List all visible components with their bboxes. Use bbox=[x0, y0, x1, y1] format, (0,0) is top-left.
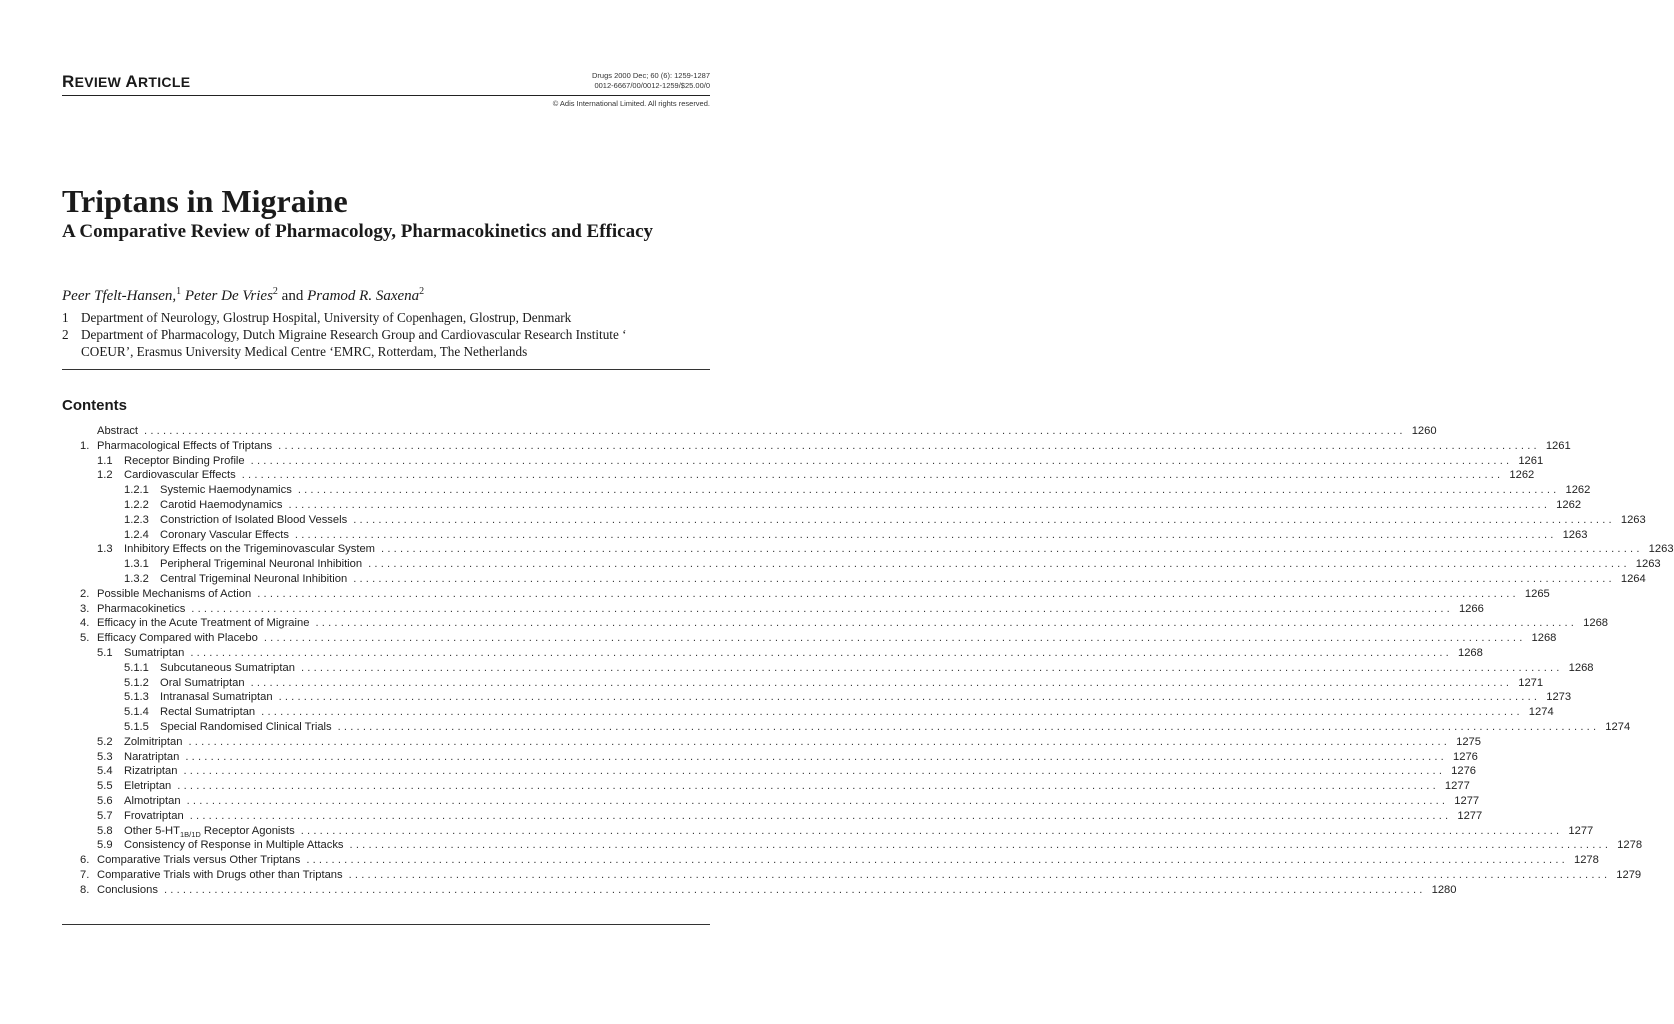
toc-leader-dots: ........................................................................................................................................................................................................ bbox=[278, 691, 1541, 704]
article-type-initial-1: R bbox=[62, 72, 75, 91]
toc-entry[interactable] bbox=[80, 690, 1572, 705]
toc-entry[interactable] bbox=[80, 735, 1481, 750]
toc-page-number: 1263 bbox=[1635, 558, 1661, 571]
toc-entry[interactable] bbox=[80, 824, 1594, 839]
toc-section-number: 5.1.3 bbox=[124, 691, 149, 704]
table-of-contents bbox=[80, 424, 1674, 898]
toc-entry[interactable] bbox=[80, 528, 1588, 543]
toc-leader-dots: ........................................................................................................................................................................................................ bbox=[353, 513, 1615, 526]
toc-entry-label: Systemic Haemodynamics bbox=[160, 484, 292, 497]
article-type-rest-1: EVIEW bbox=[74, 74, 122, 90]
toc-leader-dots: ........................................................................................................................................................................................................ bbox=[186, 794, 1449, 807]
toc-entry[interactable] bbox=[80, 809, 1483, 824]
article-title: Triptans in Migraine bbox=[62, 183, 348, 219]
toc-page-number: 1261 bbox=[1518, 454, 1544, 467]
affiliation-text: Department of Neurology, Glostrup Hospital, University of Copenhagen, Glostrup, Denmark bbox=[81, 310, 572, 325]
toc-section-number: 5.3 bbox=[97, 750, 113, 763]
toc-leader-dots: ........................................................................................................................................................................................................ bbox=[191, 602, 1453, 615]
article-type-label bbox=[62, 72, 190, 92]
toc-entry-label-after: Receptor Agonists bbox=[200, 824, 295, 837]
toc-leader-dots: ........................................................................................................................................................................................................ bbox=[300, 824, 1563, 837]
toc-entry-label: Pharmacokinetics bbox=[97, 602, 186, 615]
toc-page-number: 1273 bbox=[1546, 691, 1572, 704]
toc-entry[interactable] bbox=[80, 513, 1646, 528]
toc-section-number: 1.3.1 bbox=[124, 558, 149, 571]
affiliation-number: 1 bbox=[62, 310, 69, 325]
toc-leader-dots: ........................................................................................................................................................................................................ bbox=[337, 720, 1600, 733]
toc-section-number: 5.1.5 bbox=[124, 720, 149, 733]
toc-leader-dots: ........................................................................................................................................................................................................ bbox=[250, 454, 1513, 467]
toc-page-number: 1278 bbox=[1617, 839, 1643, 852]
toc-section-number: 3. bbox=[80, 602, 90, 615]
toc-entry-label: Constriction of Isolated Blood Vessels bbox=[160, 513, 348, 526]
author-name: Peer Tfelt-Hansen, bbox=[62, 288, 177, 304]
toc-entry-label: Pharmacological Effects of Triptans bbox=[97, 439, 273, 452]
toc-section-number: 5.2 bbox=[97, 735, 113, 748]
toc-section-number: 5.7 bbox=[97, 809, 113, 822]
toc-entry-label: Conclusions bbox=[97, 883, 158, 896]
toc-page-number: 1268 bbox=[1531, 632, 1557, 645]
toc-leader-dots: ........................................................................................................................................................................................................ bbox=[241, 469, 1504, 482]
toc-page-number: 1268 bbox=[1583, 617, 1609, 630]
toc-section-number: 5.1.1 bbox=[124, 661, 149, 674]
toc-leader-dots: ........................................................................................................................................................................................................ bbox=[263, 632, 1526, 645]
toc-section-number: 2. bbox=[80, 587, 90, 600]
toc-entry[interactable] bbox=[80, 853, 1599, 868]
toc-entry[interactable] bbox=[80, 883, 1457, 898]
toc-entry-label: Eletriptan bbox=[124, 780, 172, 793]
toc-entry-label: Zolmitriptan bbox=[124, 735, 183, 748]
toc-entry-label: Abstract bbox=[97, 425, 139, 437]
section-rule bbox=[62, 369, 710, 370]
toc-leader-dots: ........................................................................................................................................................................................................ bbox=[261, 706, 1523, 719]
toc-page-number: 1277 bbox=[1454, 794, 1480, 807]
copyright-notice: © Adis International Limited. All rights reserved. bbox=[552, 99, 710, 108]
toc-entry-label: Subcutaneous Sumatriptan bbox=[160, 661, 295, 674]
toc-leader-dots: ........................................................................................................................................................................................................ bbox=[278, 439, 1540, 452]
toc-leader-dots: ........................................................................................................................................................................................................ bbox=[177, 780, 1439, 793]
toc-entry-label-subscript: 1B/1D bbox=[179, 829, 201, 839]
toc-section-number: 5.1 bbox=[97, 646, 113, 659]
toc-section-number: 6. bbox=[80, 854, 90, 867]
author-name: Pramod R. Saxena bbox=[307, 288, 420, 304]
article-type-initial-2: A bbox=[125, 72, 138, 91]
toc-entry[interactable] bbox=[80, 616, 1609, 631]
toc-entry-label: Intranasal Sumatriptan bbox=[160, 691, 273, 704]
toc-entry[interactable] bbox=[80, 572, 1646, 587]
toc-page-number: 1268 bbox=[1457, 646, 1483, 659]
toc-entry[interactable] bbox=[80, 868, 1642, 883]
toc-page-number: 1260 bbox=[1411, 425, 1437, 437]
author-affiliation-mark: 2 bbox=[419, 286, 425, 297]
toc-leader-dots: ........................................................................................................................................................................................................ bbox=[257, 587, 1519, 600]
toc-page-number: 1268 bbox=[1568, 661, 1594, 674]
toc-page-number: 1279 bbox=[1616, 868, 1642, 881]
toc-leader-dots: ........................................................................................................................................................................................................ bbox=[368, 558, 1630, 571]
toc-page-number: 1265 bbox=[1524, 587, 1550, 600]
toc-page-number: 1261 bbox=[1545, 439, 1571, 452]
toc-entry[interactable] bbox=[80, 676, 1544, 691]
toc-page-number: 1262 bbox=[1565, 484, 1591, 497]
toc-page-number: 1277 bbox=[1444, 780, 1470, 793]
toc-entry-label: Rectal Sumatriptan bbox=[160, 706, 256, 719]
toc-entry-label: Possible Mechanisms of Action bbox=[97, 587, 252, 600]
toc-entry-label: Efficacy in the Acute Treatment of Migraine bbox=[97, 617, 310, 630]
toc-leader-dots: ........................................................................................................................................................................................................ bbox=[189, 809, 1452, 822]
affiliation-1 bbox=[62, 309, 682, 326]
toc-page-number: 1262 bbox=[1509, 469, 1535, 482]
toc-page-number: 1274 bbox=[1605, 720, 1631, 733]
toc-entry-label: Carotid Haemodynamics bbox=[160, 498, 283, 511]
toc-section-number: 5.9 bbox=[97, 839, 113, 852]
toc-leader-dots: ........................................................................................................................................................................................................ bbox=[353, 572, 1615, 585]
affiliation-2 bbox=[62, 326, 682, 360]
toc-entry[interactable] bbox=[80, 794, 1480, 809]
journal-meta bbox=[592, 71, 710, 91]
toc-page-number: 1263 bbox=[1648, 543, 1674, 556]
toc-leader-dots: ........................................................................................................................................................................................................ bbox=[348, 868, 1611, 881]
toc-entry[interactable] bbox=[80, 764, 1477, 779]
toc-entry-label: Oral Sumatriptan bbox=[160, 676, 245, 689]
toc-leader-dots: ........................................................................................................................................................................................................ bbox=[297, 484, 1560, 497]
toc-leader-dots: ........................................................................................................................................................................................................ bbox=[185, 750, 1447, 763]
toc-entry[interactable] bbox=[80, 557, 1661, 572]
toc-section-number: 1.2.4 bbox=[124, 528, 149, 541]
toc-entry[interactable] bbox=[80, 705, 1554, 720]
toc-entry[interactable] bbox=[80, 779, 1470, 794]
toc-page-number: 1271 bbox=[1518, 676, 1544, 689]
toc-page-number: 1274 bbox=[1528, 706, 1554, 719]
toc-entry-label: Sumatriptan bbox=[124, 646, 185, 659]
toc-entry[interactable] bbox=[80, 498, 1582, 513]
toc-entry-label: Rizatriptan bbox=[124, 765, 178, 778]
author-conjunction: and bbox=[281, 288, 304, 304]
issn: 0012-6667/00/0012-1259/$25.00/0 bbox=[594, 81, 710, 90]
affiliation-text: Department of Pharmacology, Dutch Migraine Research Group and Cardiovascular Research Institute ‘ COEUR’, Erasmus University Medical Centre ‘EMRC, Rotterdam, The Netherlands bbox=[81, 327, 627, 359]
toc-entry[interactable] bbox=[80, 602, 1484, 617]
toc-page-number: 1275 bbox=[1456, 735, 1481, 748]
toc-entry-label: Peripheral Trigeminal Neuronal Inhibition bbox=[160, 558, 363, 571]
header-rule bbox=[62, 95, 710, 96]
toc-entry[interactable] bbox=[80, 661, 1594, 676]
toc-entry[interactable] bbox=[80, 720, 1631, 735]
toc-section-number: 1.2.2 bbox=[124, 498, 149, 511]
toc-leader-dots: ........................................................................................................................................................................................................ bbox=[144, 425, 1406, 437]
affiliation-number: 2 bbox=[62, 327, 69, 342]
toc-leader-dots: ........................................................................................................................................................................................................ bbox=[250, 676, 1513, 689]
toc-entry-label-main: Other 5-HT bbox=[124, 824, 180, 837]
toc-entry-abstract[interactable] bbox=[80, 424, 1437, 439]
toc-section-number: 5.1.2 bbox=[124, 676, 149, 689]
toc-section-number: 5.1.4 bbox=[124, 706, 149, 719]
toc-entry-label: Frovatriptan bbox=[124, 809, 184, 822]
toc-leader-dots: ........................................................................................................................................................................................................ bbox=[294, 528, 1557, 541]
toc-entry-label: Almotriptan bbox=[124, 794, 181, 807]
toc-section-number: 5.5 bbox=[97, 780, 113, 793]
article-subtitle: A Comparative Review of Pharmacology, Pharmacokinetics and Efficacy bbox=[62, 221, 654, 242]
article-type-rest-2: RTICLE bbox=[137, 74, 191, 90]
toc-page-number: 1280 bbox=[1431, 883, 1457, 896]
toc-section-number: 7. bbox=[80, 868, 90, 881]
author-affiliation-mark: 1 bbox=[176, 286, 182, 297]
contents-heading: Contents bbox=[62, 397, 127, 414]
toc-section-number: 1.3.2 bbox=[124, 572, 149, 585]
toc-section-number: 4. bbox=[80, 617, 90, 630]
toc-entry[interactable] bbox=[80, 587, 1550, 602]
toc-page-number: 1277 bbox=[1457, 809, 1483, 822]
toc-leader-dots: ........................................................................................................................................................................................................ bbox=[190, 646, 1452, 659]
toc-page-number: 1263 bbox=[1620, 513, 1646, 526]
toc-entry[interactable] bbox=[80, 542, 1674, 557]
toc-entry-label: Coronary Vascular Effects bbox=[160, 528, 289, 541]
toc-entry-label: Naratriptan bbox=[124, 750, 180, 763]
toc-section-number: 5.6 bbox=[97, 794, 113, 807]
toc-page-number: 1276 bbox=[1451, 765, 1477, 778]
toc-entry[interactable] bbox=[80, 631, 1557, 646]
toc-entry[interactable] bbox=[80, 468, 1535, 483]
toc-page-number: 1263 bbox=[1562, 528, 1588, 541]
toc-section-number: 1.1 bbox=[97, 454, 113, 467]
toc-section-number: 1.2.1 bbox=[124, 484, 149, 497]
toc-section-number: 1. bbox=[80, 439, 90, 452]
toc-section-number: 1.2.3 bbox=[124, 513, 149, 526]
toc-entry-label: Comparative Trials versus Other Triptans bbox=[97, 854, 301, 867]
toc-entry-label: Cardiovascular Effects bbox=[124, 469, 236, 482]
toc-entry-label: Receptor Binding Profile bbox=[124, 454, 245, 467]
toc-leader-dots: ........................................................................................................................................................................................................ bbox=[163, 883, 1426, 896]
toc-leader-dots: ........................................................................................................................................................................................................ bbox=[315, 617, 1578, 630]
toc-entry-label: Central Trigeminal Neuronal Inhibition bbox=[160, 572, 348, 585]
toc-leader-dots: ........................................................................................................................................................................................................ bbox=[300, 661, 1563, 674]
toc-section-number: 1.3 bbox=[97, 543, 113, 556]
toc-entry[interactable] bbox=[80, 646, 1483, 661]
toc-section-number: 5.8 bbox=[97, 824, 113, 837]
toc-entry[interactable] bbox=[80, 439, 1571, 454]
toc-leader-dots: ........................................................................................................................................................................................................ bbox=[349, 839, 1612, 852]
toc-page-number: 1277 bbox=[1568, 824, 1594, 837]
journal-citation: Drugs 2000 Dec; 60 (6): 1259-1287 bbox=[592, 71, 710, 80]
toc-entry-label: Special Randomised Clinical Trials bbox=[160, 720, 332, 733]
toc-leader-dots: ........................................................................................................................................................................................................ bbox=[381, 543, 1643, 556]
toc-leader-dots: ........................................................................................................................................................................................................ bbox=[188, 735, 1451, 748]
toc-section-number: 5.4 bbox=[97, 765, 113, 778]
toc-leader-dots: ........................................................................................................................................................................................................ bbox=[306, 854, 1568, 867]
toc-section-number: 5. bbox=[80, 632, 90, 645]
author-list bbox=[62, 283, 424, 305]
toc-page-number: 1262 bbox=[1556, 498, 1582, 511]
toc-entry-label: Consistency of Response in Multiple Attacks bbox=[124, 839, 344, 852]
author-affiliation-mark: 2 bbox=[272, 286, 278, 297]
toc-entry[interactable] bbox=[80, 838, 1643, 853]
toc-entry[interactable] bbox=[80, 483, 1591, 498]
toc-leader-dots: ........................................................................................................................................................................................................ bbox=[288, 498, 1551, 511]
toc-entry[interactable] bbox=[80, 750, 1478, 765]
toc-page-number: 1276 bbox=[1453, 750, 1478, 763]
toc-section-number: 1.2 bbox=[97, 469, 113, 482]
toc-page-number: 1278 bbox=[1573, 854, 1599, 867]
toc-section-number: 8. bbox=[80, 883, 90, 896]
toc-page-number: 1266 bbox=[1458, 602, 1484, 615]
toc-entry-label: Comparative Trials with Drugs other than Triptans bbox=[97, 868, 343, 881]
footer-rule bbox=[62, 924, 710, 925]
author-name: Peter De Vries bbox=[184, 288, 273, 304]
toc-entry-label: Inhibitory Effects on the Trigeminovascular System bbox=[124, 543, 376, 556]
toc-entry-label: Efficacy Compared with Placebo bbox=[97, 632, 258, 645]
toc-entry[interactable] bbox=[80, 454, 1544, 469]
toc-leader-dots: ........................................................................................................................................................................................................ bbox=[183, 765, 1446, 778]
toc-page-number: 1264 bbox=[1620, 572, 1646, 585]
